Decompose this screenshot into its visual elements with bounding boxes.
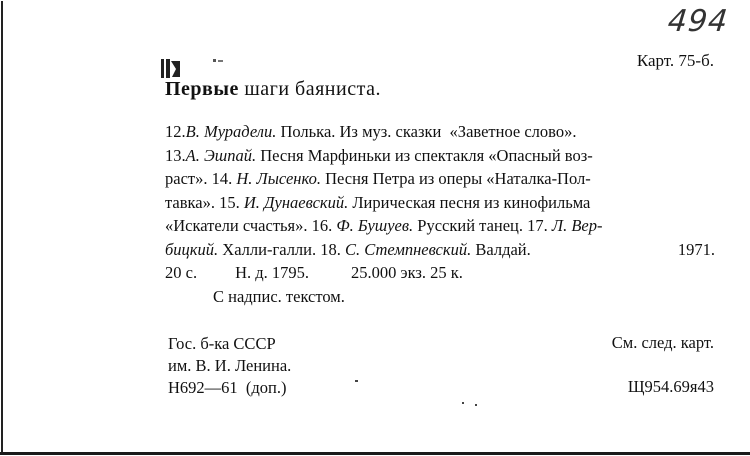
composer: Л. Вер-: [551, 216, 603, 235]
dust-speck: [475, 404, 477, 406]
handwritten-card-number: 494: [666, 4, 731, 39]
contents-line: 12. В. Мурадели. Полька. Из муз. сказки «Заветное слово».: [165, 120, 715, 144]
composer: И. Дунаевский.: [243, 192, 349, 212]
classification-index: Щ954.69я43: [627, 377, 714, 396]
composer: бицкий.: [165, 239, 219, 259]
library-stamp-mark: [160, 57, 182, 80]
stamp-fragment: [213, 58, 223, 63]
imprint-line: [165, 261, 715, 285]
contents-line: бицкий. Халли-галли. 18. С. Стемпневский. Валдай. 1971.: [165, 238, 715, 262]
book-title: [165, 78, 381, 101]
contents-list: [165, 120, 715, 285]
print-run-price: 25.000 экз. 25 к.: [351, 263, 463, 282]
composer: С. Стемпневский.: [345, 239, 472, 259]
composer: Н. Лысенко.: [236, 169, 321, 188]
library-imprint: [168, 333, 291, 399]
contents-line: тавка». 15. И. Дунаевский. Лирическая песня из кинофильма: [165, 191, 715, 215]
composer: В. Мурадели.: [185, 122, 277, 141]
library-name: Гос. б-ка СССР: [168, 334, 276, 353]
card-code: Карт. 75-б.: [636, 51, 714, 70]
dust-speck: [355, 380, 358, 382]
contents-line: «Искатели счастья». 16. Ф. Бушуев. Русский танец. 17. Л. Вер-: [165, 214, 715, 238]
see-next-card: См. след. карт.: [611, 333, 714, 352]
contents-line: раст». 14. Н. Лысенко. Песня Петра из оперы «Наталка-Пол-: [165, 167, 715, 191]
publisher-number: Н. д. 1795.: [235, 263, 310, 282]
contents-line: 13. А. Эшпай. Песня Марфиньки из спектакля «Опасный воз-: [165, 144, 715, 168]
publication-year: 1971.: [677, 239, 715, 259]
title-rest: шаги баяниста.: [238, 78, 381, 100]
composer: Ф. Бушуев.: [336, 216, 414, 235]
library-name-line2: им. В. И. Ленина.: [168, 356, 292, 375]
page-count: 20 с.: [165, 263, 198, 282]
composer: А. Эшпай.: [185, 145, 257, 165]
library-code: Н692—61 (доп.): [168, 378, 287, 397]
title-bold-word: Первые: [165, 78, 239, 100]
dust-speck: [462, 402, 464, 404]
note-with-text: С надпис. текстом.: [213, 287, 345, 306]
